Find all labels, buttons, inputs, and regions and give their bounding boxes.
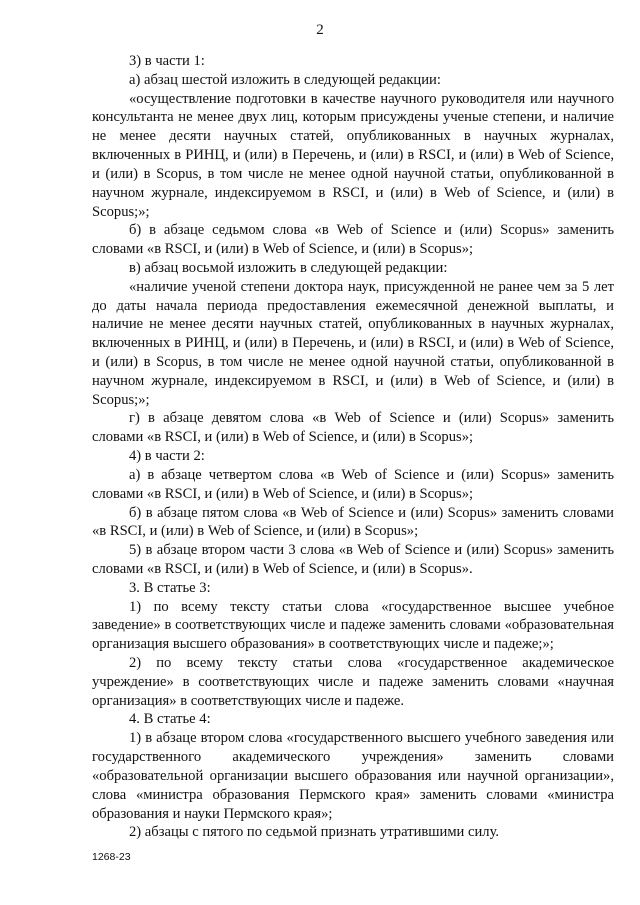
paragraph: б) в абзаце седьмом слова «в Web of Science и (или) Scopus» заменить словами «в RSCI, и (или) в Web of Science, и (или) в Scopus»; [92, 222, 614, 258]
paragraph: «наличие ученой степени доктора наук, присужденной не ранее чем за 5 лет до даты начала периода предоставления ежемесячной денежной выплаты, и наличие не менее десяти научных статей, опубликованных в научных журналах, включенных в РИНЦ, и (или) в Перечень, и (или) в RSCI, и (или) в Web of Science, и (или) в Scopus, в том числе не менее одной научной статьи, опубликованной в научном журнале, индексируемом в RSCI, и (или) в Web of Science, и (или) в Scopus;»; [92, 278, 614, 408]
paragraph: 4. В статье 4: [129, 711, 211, 728]
paragraph: 3. В статье 3: [129, 579, 211, 596]
document-code: 1268-23 [92, 851, 131, 863]
paragraph: 4) в части 2: [129, 448, 205, 465]
paragraph: а) в абзаце четвертом слова «в Web of Science и (или) Scopus» заменить словами «в RSCI, и (или) в Web of Science, и (или) в Scopus»; [92, 466, 614, 502]
paragraph: 2) абзацы с пятого по седьмой признать утратившими силу. [129, 824, 500, 841]
paragraph: 1) в абзаце втором слова «государственного высшего учебного заведения или государственного академического учреждения» заменить словами «образовательной организации высшего образования или научной организации», слова «министра образования Пермского края» заменить словами «министра образования и науки Пермского края»; [92, 730, 614, 822]
paragraph: б) в абзаце пятом слова «в Web of Science и (или) Scopus» заменить словами «в RSCI, и (или) в Web of Science, и (или) в Scopus»; [92, 504, 614, 540]
paragraph: 5) в абзаце втором части 3 слова «в Web of Science и (или) Scopus» заменить словами «в RSCI, и (или) в Web of Science, и (или) в Scopus». [92, 542, 614, 577]
paragraph: 3) в части 1: [129, 53, 205, 69]
paragraph: 1) по всему тексту статьи слова «государственное высшее учебное заведение» в соответствующих числе и падеже заменить словами «образовательная организация высшего образования» в соответствующих числе и падеже;»; [92, 598, 614, 653]
paragraph: «осуществление подготовки в качестве научного руководителя или научного консультанта не менее двух лиц, которым присуждены ученые степени, и наличие не менее десяти научных статей, опубликованных в научных журналах, включенных в РИНЦ, и (или) в Перечень, и (или) в RSCI, и (или) в Web of Science, и (или) в Scopus, в том числе не менее одной научной статьи, опубликованной в научном журнале, индексируемом в RSCI, и (или) в Web of Science, и (или) в Scopus;»; [92, 90, 614, 220]
paragraph: 2) по всему тексту статьи слова «государственное академическое учреждение» в соответствующих числе и падеже заменить словами «научная организация» в соответствующих числе и падеже. [92, 655, 614, 709]
paragraph: в) абзац восьмой изложить в следующей редакции: [129, 259, 448, 276]
page-number: 2 [316, 22, 324, 38]
paragraph: а) абзац шестой изложить в следующей редакции: [129, 71, 441, 88]
document-body [92, 52, 614, 842]
paragraph: г) в абзаце девятом слова «в Web of Science и (или) Scopus» заменить словами «в RSCI, и (или) в Web of Science, и (или) в Scopus»; [92, 410, 614, 446]
